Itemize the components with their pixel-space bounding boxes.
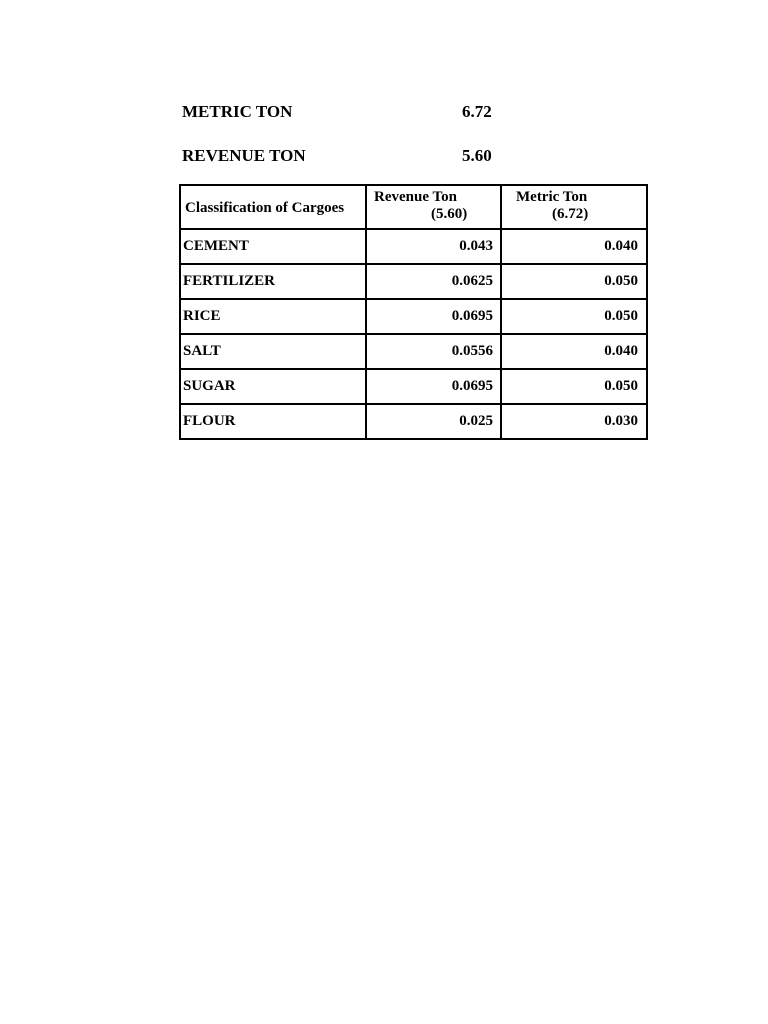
revenue-ton-label: REVENUE TON <box>182 146 306 165</box>
revenue-ton-cell: 0.0625 <box>366 264 501 299</box>
metric-ton-cell: 0.040 <box>501 229 647 264</box>
header-revenue-ton-factor: (5.60) <box>431 206 468 222</box>
table-header-row <box>180 185 647 229</box>
cargo-name: SUGAR <box>180 369 366 404</box>
cargo-name: FLOUR <box>180 404 366 439</box>
metric-ton-cell: 0.050 <box>501 369 647 404</box>
table-row <box>180 404 647 439</box>
revenue-ton-cell: 0.0695 <box>366 299 501 334</box>
metric-ton-value: 6.72 <box>462 102 492 121</box>
header-revenue-ton-label: Revenue Ton <box>374 189 457 205</box>
table-row <box>180 229 647 264</box>
table-row <box>180 334 647 369</box>
table-row <box>180 264 647 299</box>
metric-ton-cell: 0.050 <box>501 299 647 334</box>
header-metric-ton <box>501 185 647 229</box>
revenue-ton-cell: 0.043 <box>366 229 501 264</box>
cargo-table <box>179 184 648 440</box>
header-classification-label: Classification of Cargoes <box>185 199 345 216</box>
header-metric-ton-label: Metric Ton <box>516 189 588 205</box>
metric-ton-cell: 0.050 <box>501 264 647 299</box>
revenue-ton-cell: 0.0695 <box>366 369 501 404</box>
header-classification <box>180 185 366 229</box>
revenue-ton-value: 5.60 <box>462 146 492 165</box>
cargo-name: SALT <box>180 334 366 369</box>
metric-ton-cell: 0.040 <box>501 334 647 369</box>
header-revenue-ton <box>366 185 501 229</box>
header-metric-ton-factor: (6.72) <box>552 206 589 222</box>
revenue-ton-cell: 0.0556 <box>366 334 501 369</box>
cargo-name: RICE <box>180 299 366 334</box>
metric-ton-label: METRIC TON <box>182 102 293 121</box>
table-row <box>180 369 647 404</box>
cargo-name: CEMENT <box>180 229 366 264</box>
metric-ton-cell: 0.030 <box>501 404 647 439</box>
revenue-ton-cell: 0.025 <box>366 404 501 439</box>
cargo-name: FERTILIZER <box>180 264 366 299</box>
table-row <box>180 299 647 334</box>
